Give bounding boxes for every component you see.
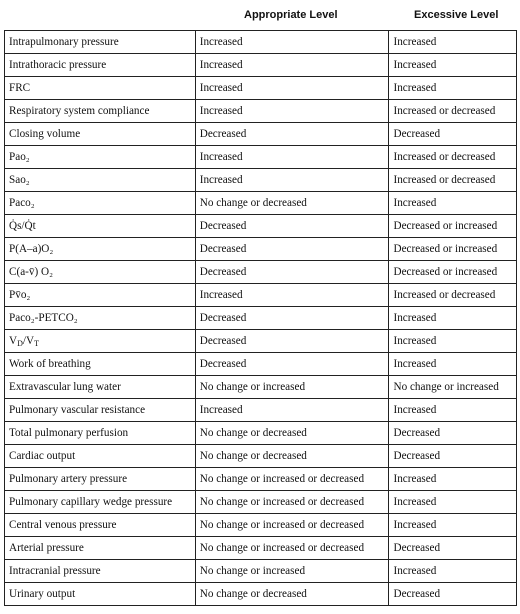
table-row — [5, 491, 517, 514]
table-row — [5, 445, 517, 468]
excessive-level-cell: Decreased or increased — [389, 238, 517, 261]
parameter-cell: FRC — [5, 77, 196, 100]
excessive-level-cell: Decreased — [389, 422, 517, 445]
appropriate-level-cell: No change or decreased — [195, 445, 389, 468]
parameter-cell: Q̇s/Q̇t — [5, 215, 196, 238]
table-row — [5, 54, 517, 77]
parameter-cell: Intracranial pressure — [5, 560, 196, 583]
comparison-table — [4, 30, 517, 606]
parameter-cell: Pulmonary artery pressure — [5, 468, 196, 491]
table-row — [5, 100, 517, 123]
excessive-level-cell: Increased — [389, 560, 517, 583]
appropriate-level-cell: No change or increased — [195, 376, 389, 399]
parameter-cell: C(a-v̄) O₂ — [5, 261, 196, 284]
table-row — [5, 583, 517, 606]
appropriate-level-cell: Increased — [195, 54, 389, 77]
excessive-level-cell: Decreased — [389, 537, 517, 560]
parameter-cell: Sao₂ — [5, 169, 196, 192]
parameter-cell: Intrathoracic pressure — [5, 54, 196, 77]
table-row — [5, 353, 517, 376]
parameter-cell: Pulmonary vascular resistance — [5, 399, 196, 422]
header-excessive-level: Excessive Level — [414, 9, 499, 21]
excessive-level-cell: Increased — [389, 307, 517, 330]
parameter-cell: Pulmonary capillary wedge pressure — [5, 491, 196, 514]
appropriate-level-cell: No change or decreased — [195, 422, 389, 445]
appropriate-level-cell: No change or increased or decreased — [195, 468, 389, 491]
excessive-level-cell: Decreased — [389, 583, 517, 606]
table-row — [5, 284, 517, 307]
parameter-cell: Extravascular lung water — [5, 376, 196, 399]
appropriate-level-cell: Increased — [195, 77, 389, 100]
appropriate-level-cell: Decreased — [195, 215, 389, 238]
table-row — [5, 399, 517, 422]
excessive-level-cell: Decreased — [389, 445, 517, 468]
appropriate-level-cell: Decreased — [195, 307, 389, 330]
appropriate-level-cell: Increased — [195, 146, 389, 169]
parameter-cell: Total pulmonary perfusion — [5, 422, 196, 445]
table-row — [5, 560, 517, 583]
excessive-level-cell: Increased — [389, 468, 517, 491]
appropriate-level-cell: Decreased — [195, 353, 389, 376]
table-row — [5, 77, 517, 100]
parameter-cell: Respiratory system compliance — [5, 100, 196, 123]
appropriate-level-cell: Increased — [195, 31, 389, 54]
parameter-cell: Closing volume — [5, 123, 196, 146]
parameter-cell: Central venous pressure — [5, 514, 196, 537]
appropriate-level-cell: No change or decreased — [195, 192, 389, 215]
excessive-level-cell: No change or increased — [389, 376, 517, 399]
table-row — [5, 31, 517, 54]
excessive-level-cell: Increased — [389, 54, 517, 77]
table-row — [5, 537, 517, 560]
table-header — [4, 6, 516, 28]
parameter-cell: Paco₂-PETCO₂ — [5, 307, 196, 330]
parameter-cell: Paco₂ — [5, 192, 196, 215]
appropriate-level-cell: Increased — [195, 169, 389, 192]
excessive-level-cell: Increased — [389, 514, 517, 537]
table-row — [5, 514, 517, 537]
table-row — [5, 330, 517, 353]
parameter-cell: Cardiac output — [5, 445, 196, 468]
comparison-table-container — [4, 6, 516, 606]
parameter-cell: P(A–a)O₂ — [5, 238, 196, 261]
parameter-cell: $V_D/V_T$ — [5, 330, 196, 353]
excessive-level-cell: Increased — [389, 399, 517, 422]
excessive-level-cell: Increased or decreased — [389, 146, 517, 169]
appropriate-level-cell: Decreased — [195, 330, 389, 353]
excessive-level-cell: Increased — [389, 330, 517, 353]
excessive-level-cell: Increased — [389, 491, 517, 514]
appropriate-level-cell: No change or increased — [195, 560, 389, 583]
appropriate-level-cell: No change or increased or decreased — [195, 514, 389, 537]
appropriate-level-cell: No change or increased or decreased — [195, 537, 389, 560]
appropriate-level-cell: Decreased — [195, 123, 389, 146]
table-row — [5, 238, 517, 261]
excessive-level-cell: Decreased or increased — [389, 215, 517, 238]
table-row — [5, 215, 517, 238]
excessive-level-cell: Decreased or increased — [389, 261, 517, 284]
appropriate-level-cell: Increased — [195, 284, 389, 307]
parameter-cell: Intrapulmonary pressure — [5, 31, 196, 54]
excessive-level-cell: Decreased — [389, 123, 517, 146]
appropriate-level-cell: Increased — [195, 100, 389, 123]
excessive-level-cell: Increased or decreased — [389, 169, 517, 192]
appropriate-level-cell: No change or decreased — [195, 583, 389, 606]
parameter-cell: Urinary output — [5, 583, 196, 606]
appropriate-level-cell: Increased — [195, 399, 389, 422]
excessive-level-cell: Increased — [389, 192, 517, 215]
table-row — [5, 261, 517, 284]
table-row — [5, 146, 517, 169]
table-row — [5, 468, 517, 491]
table-row — [5, 169, 517, 192]
excessive-level-cell: Increased — [389, 77, 517, 100]
parameter-cell: Arterial pressure — [5, 537, 196, 560]
excessive-level-cell: Increased — [389, 31, 517, 54]
table-row — [5, 192, 517, 215]
table-row — [5, 307, 517, 330]
parameter-cell: Pv̄o₂ — [5, 284, 196, 307]
table-row — [5, 376, 517, 399]
appropriate-level-cell: Decreased — [195, 238, 389, 261]
table-row — [5, 422, 517, 445]
excessive-level-cell: Increased or decreased — [389, 284, 517, 307]
parameter-cell: Work of breathing — [5, 353, 196, 376]
excessive-level-cell: Increased or decreased — [389, 100, 517, 123]
appropriate-level-cell: Decreased — [195, 261, 389, 284]
header-appropriate-level: Appropriate Level — [244, 9, 338, 21]
parameter-cell: Pao₂ — [5, 146, 196, 169]
appropriate-level-cell: No change or increased or decreased — [195, 491, 389, 514]
table-row — [5, 123, 517, 146]
excessive-level-cell: Increased — [389, 353, 517, 376]
